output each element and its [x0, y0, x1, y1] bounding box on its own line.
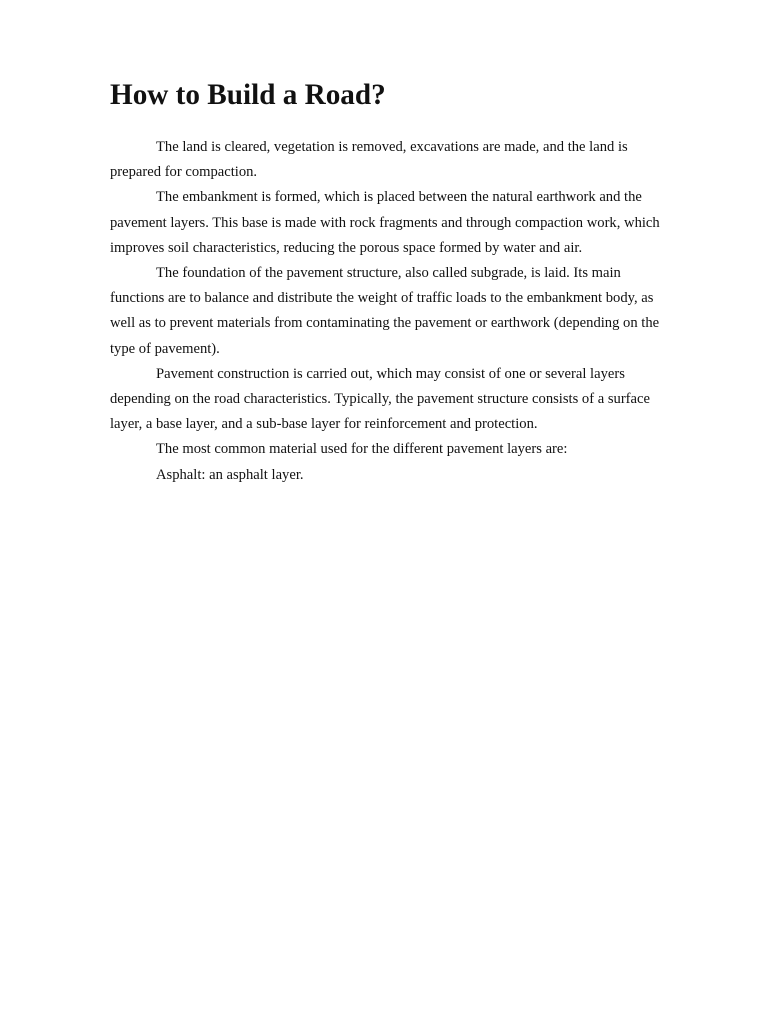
document-title: How to Build a Road? [110, 79, 386, 111]
document-body [110, 135, 670, 488]
paragraph-embankment: The embankment is formed, which is placed between the natural earthwork and the pavement layers. This base is made with rock fragments and through compaction work, which improves soil characteristics, reducing the porous space formed by water and air. [110, 189, 660, 256]
document-content [110, 79, 670, 488]
paragraph-subgrade: The foundation of the pavement structure, also called subgrade, is laid. Its main functions are to balance and distribute the weight of traffic loads to the embankment body, as well as to prevent materials from contaminating the pavement or earthwork (depending on the type of pavement). [110, 265, 660, 357]
paragraph-pavement-construction: Pavement construction is carried out, which may consist of one or several layers depending on the road characteristics. Typically, the pavement structure consists of a surface layer, a base layer, and a sub-base layer for reinforcement and protection. [110, 365, 650, 433]
paragraph-materials-intro: The most common material used for the different pavement layers are: [156, 441, 568, 458]
paragraph-asphalt: Asphalt: an asphalt layer. [156, 466, 304, 483]
paragraph-clearing: The land is cleared, vegetation is removed, excavations are made, and the land is prepared for compaction. [110, 139, 628, 181]
